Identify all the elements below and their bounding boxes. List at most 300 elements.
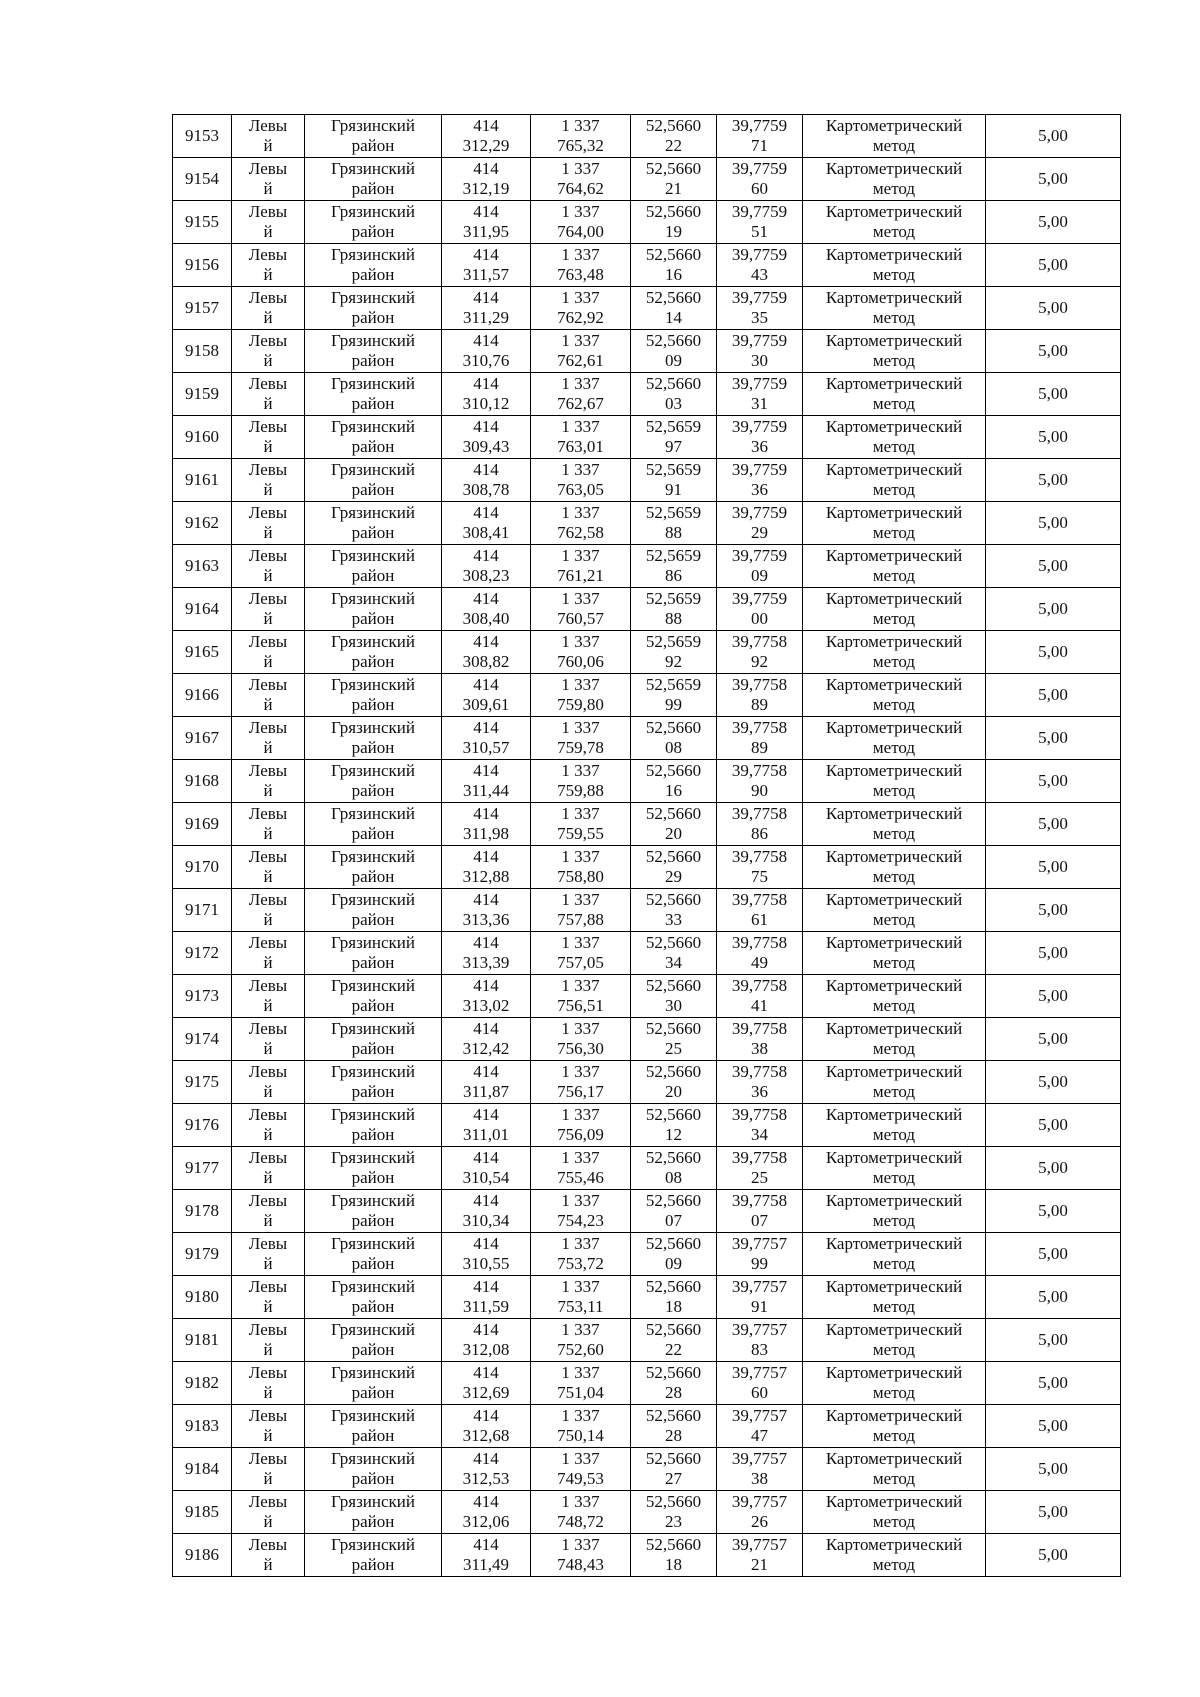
point-number-cell: 9164: [173, 588, 232, 631]
latitude-cell-line: 52,5660: [645, 718, 702, 737]
method-cell-line: метод: [872, 652, 916, 671]
method-cell: [803, 1405, 986, 1448]
coord-y-cell-line: 759,55: [557, 824, 604, 843]
coord-y-cell: [531, 1405, 631, 1448]
coord-y-cell: [531, 1491, 631, 1534]
coord-y-cell-line: 1 337: [561, 1492, 600, 1511]
point-number-cell: 9180: [173, 1276, 232, 1319]
coord-y-cell-line: 763,48: [557, 265, 604, 284]
coord-x-cell-line: 414: [473, 417, 499, 436]
method-cell-line: Картометрический: [825, 417, 963, 436]
coord-y-cell-line: 1 337: [561, 675, 600, 694]
coord-y-cell-line: 760,57: [557, 609, 604, 628]
coord-y-cell: [531, 1276, 631, 1319]
point-number-cell: 9179: [173, 1233, 232, 1276]
latitude-cell-line: 52,5660: [645, 159, 702, 178]
longitude-cell: [717, 1276, 803, 1319]
longitude-cell: [717, 115, 803, 158]
district-cell-line: район: [351, 1082, 395, 1101]
coord-x-cell-line: 414: [473, 632, 499, 651]
coord-x-cell: [442, 932, 531, 975]
longitude-cell-line: 39,7758: [731, 761, 788, 780]
longitude-cell-line: 25: [751, 1168, 768, 1187]
coord-y-cell-line: 1 337: [561, 202, 600, 221]
district-cell-line: район: [351, 1426, 395, 1445]
latitude-cell-line: 52,5660: [645, 1449, 702, 1468]
longitude-cell: [717, 158, 803, 201]
point-number-cell: 9181: [173, 1319, 232, 1362]
district-cell: [305, 545, 442, 588]
coord-y-cell-line: 762,58: [557, 523, 604, 542]
side-cell-line: й: [263, 1125, 273, 1144]
district-cell: [305, 932, 442, 975]
latitude-cell-line: 22: [665, 136, 682, 155]
latitude-cell: [631, 416, 717, 459]
longitude-cell: [717, 373, 803, 416]
longitude-cell-line: 47: [751, 1426, 768, 1445]
coord-y-cell-line: 762,61: [557, 351, 604, 370]
longitude-cell-line: 39,7758: [731, 933, 788, 952]
side-cell: [232, 1362, 305, 1405]
coord-y-cell-line: 757,88: [557, 910, 604, 929]
longitude-cell: [717, 717, 803, 760]
longitude-cell: [717, 1018, 803, 1061]
latitude-cell-line: 34: [665, 953, 682, 972]
coord-y-cell-line: 748,43: [557, 1555, 604, 1574]
district-cell-line: Грязинский: [331, 1234, 415, 1253]
point-number-cell: 9174: [173, 1018, 232, 1061]
side-cell-line: й: [263, 1168, 273, 1187]
side-cell-line: й: [263, 1426, 273, 1445]
side-cell-line: Левы: [248, 1148, 288, 1167]
accuracy-cell: 5,00: [986, 1233, 1121, 1276]
latitude-cell-line: 52,5660: [645, 245, 702, 264]
district-cell-line: район: [351, 738, 395, 757]
latitude-cell: [631, 1534, 717, 1577]
method-cell-line: метод: [872, 910, 916, 929]
coord-x-cell: [442, 631, 531, 674]
coord-y-cell: [531, 244, 631, 287]
coord-x-cell-line: 312,42: [462, 1039, 510, 1058]
longitude-cell-line: 21: [751, 1555, 768, 1574]
coord-x-cell-line: 414: [473, 546, 499, 565]
coord-x-cell-line: 312,19: [462, 179, 510, 198]
coord-y-cell: [531, 760, 631, 803]
coord-x-cell: [442, 1448, 531, 1491]
district-cell: [305, 760, 442, 803]
district-cell: [305, 846, 442, 889]
method-cell: [803, 1534, 986, 1577]
coord-y-cell-line: 759,78: [557, 738, 604, 757]
district-cell: [305, 287, 442, 330]
latitude-cell-line: 52,5660: [645, 1105, 702, 1124]
side-cell-line: Левы: [248, 202, 288, 221]
district-cell: [305, 1491, 442, 1534]
method-cell: [803, 803, 986, 846]
side-cell: [232, 502, 305, 545]
coord-y-cell-line: 756,09: [557, 1125, 604, 1144]
latitude-cell-line: 52,5660: [645, 288, 702, 307]
method-cell-line: метод: [872, 738, 916, 757]
table-row: [173, 1018, 1121, 1061]
coord-y-cell: [531, 373, 631, 416]
side-cell: [232, 1405, 305, 1448]
side-cell-line: й: [263, 695, 273, 714]
side-cell: [232, 932, 305, 975]
side-cell: [232, 1534, 305, 1577]
table-row: [173, 1190, 1121, 1233]
longitude-cell-line: 39,7759: [731, 116, 788, 135]
table-row: [173, 631, 1121, 674]
method-cell: [803, 416, 986, 459]
method-cell-line: метод: [872, 1512, 916, 1531]
accuracy-cell: 5,00: [986, 416, 1121, 459]
side-cell-line: й: [263, 1512, 273, 1531]
side-cell-line: Левы: [248, 503, 288, 522]
method-cell: [803, 1147, 986, 1190]
longitude-cell-line: 39,7758: [731, 718, 788, 737]
method-cell-line: Картометрический: [825, 1191, 963, 1210]
table-row: [173, 115, 1121, 158]
district-cell: [305, 502, 442, 545]
coord-y-cell: [531, 889, 631, 932]
coord-y-cell-line: 760,06: [557, 652, 604, 671]
point-number-cell: 9169: [173, 803, 232, 846]
district-cell-line: район: [351, 1297, 395, 1316]
latitude-cell: [631, 1319, 717, 1362]
coord-x-cell-line: 414: [473, 933, 499, 952]
longitude-cell-line: 99: [751, 1254, 768, 1273]
method-cell: [803, 287, 986, 330]
side-cell-line: Левы: [248, 159, 288, 178]
accuracy-cell: 5,00: [986, 1405, 1121, 1448]
accuracy-cell: 5,00: [986, 1534, 1121, 1577]
coord-x-cell-line: 414: [473, 1062, 499, 1081]
point-number-cell: 9184: [173, 1448, 232, 1491]
coord-x-cell-line: 414: [473, 847, 499, 866]
district-cell-line: район: [351, 910, 395, 929]
coord-x-cell: [442, 1190, 531, 1233]
latitude-cell-line: 52,5660: [645, 202, 702, 221]
method-cell-line: метод: [872, 1168, 916, 1187]
coord-x-cell: [442, 416, 531, 459]
district-cell: [305, 330, 442, 373]
coord-y-cell-line: 1 337: [561, 116, 600, 135]
coord-x-cell-line: 414: [473, 159, 499, 178]
point-number-cell: 9156: [173, 244, 232, 287]
latitude-cell: [631, 803, 717, 846]
side-cell-line: Левы: [248, 331, 288, 350]
latitude-cell: [631, 1362, 717, 1405]
coord-y-cell-line: 1 337: [561, 1406, 600, 1425]
method-cell: [803, 1061, 986, 1104]
latitude-cell-line: 52,5659: [645, 460, 702, 479]
side-cell-line: й: [263, 953, 273, 972]
method-cell: [803, 631, 986, 674]
coord-x-cell-line: 414: [473, 1320, 499, 1339]
side-cell-line: й: [263, 308, 273, 327]
district-cell-line: Грязинский: [331, 1320, 415, 1339]
point-number-cell: 9160: [173, 416, 232, 459]
coord-x-cell: [442, 158, 531, 201]
coord-y-cell: [531, 459, 631, 502]
longitude-cell-line: 36: [751, 437, 768, 456]
coord-x-cell-line: 414: [473, 1449, 499, 1468]
longitude-cell: [717, 803, 803, 846]
longitude-cell-line: 00: [751, 609, 768, 628]
district-cell-line: Грязинский: [331, 1449, 415, 1468]
longitude-cell-line: 91: [751, 1297, 768, 1316]
method-cell: [803, 889, 986, 932]
longitude-cell-line: 39,7758: [731, 1062, 788, 1081]
longitude-cell: [717, 1405, 803, 1448]
longitude-cell: [717, 975, 803, 1018]
method-cell-line: Картометрический: [825, 1062, 963, 1081]
latitude-cell-line: 97: [665, 437, 682, 456]
longitude-cell: [717, 1362, 803, 1405]
longitude-cell-line: 39,7758: [731, 890, 788, 909]
district-cell: [305, 416, 442, 459]
coord-x-cell: [442, 244, 531, 287]
side-cell-line: й: [263, 1340, 273, 1359]
coord-y-cell: [531, 115, 631, 158]
longitude-cell-line: 39,7757: [731, 1535, 788, 1554]
longitude-cell-line: 39,7759: [731, 245, 788, 264]
longitude-cell-line: 39,7758: [731, 847, 788, 866]
side-cell-line: й: [263, 1555, 273, 1574]
side-cell-line: й: [263, 1039, 273, 1058]
side-cell: [232, 287, 305, 330]
side-cell: [232, 846, 305, 889]
coord-x-cell-line: 414: [473, 589, 499, 608]
method-cell-line: Картометрический: [825, 1535, 963, 1554]
longitude-cell-line: 39,7758: [731, 1019, 788, 1038]
coord-x-cell-line: 310,57: [462, 738, 510, 757]
side-cell-line: Левы: [248, 546, 288, 565]
side-cell-line: Левы: [248, 1277, 288, 1296]
coord-x-cell-line: 308,23: [462, 566, 510, 585]
coord-x-cell-line: 414: [473, 1492, 499, 1511]
table-row: [173, 717, 1121, 760]
side-cell-line: Левы: [248, 417, 288, 436]
method-cell: [803, 1233, 986, 1276]
method-cell: [803, 760, 986, 803]
latitude-cell: [631, 287, 717, 330]
coord-y-cell-line: 761,21: [557, 566, 604, 585]
method-cell: [803, 1319, 986, 1362]
district-cell-line: Грязинский: [331, 245, 415, 264]
coord-x-cell-line: 414: [473, 718, 499, 737]
method-cell-line: Картометрический: [825, 116, 963, 135]
district-cell-line: Грязинский: [331, 632, 415, 651]
latitude-cell: [631, 502, 717, 545]
latitude-cell-line: 27: [665, 1469, 682, 1488]
side-cell-line: й: [263, 437, 273, 456]
accuracy-cell: 5,00: [986, 1104, 1121, 1147]
latitude-cell: [631, 115, 717, 158]
coord-y-cell: [531, 1362, 631, 1405]
method-cell-line: Картометрический: [825, 632, 963, 651]
method-cell: [803, 459, 986, 502]
latitude-cell-line: 99: [665, 695, 682, 714]
latitude-cell-line: 22: [665, 1340, 682, 1359]
coord-x-cell-line: 312,29: [462, 136, 510, 155]
coord-y-cell: [531, 1061, 631, 1104]
coord-y-cell-line: 759,88: [557, 781, 604, 800]
coord-y-cell-line: 758,80: [557, 867, 604, 886]
district-cell: [305, 1018, 442, 1061]
coord-y-cell: [531, 631, 631, 674]
latitude-cell-line: 12: [665, 1125, 682, 1144]
latitude-cell-line: 88: [665, 609, 682, 628]
accuracy-cell: 5,00: [986, 1319, 1121, 1362]
table-row: [173, 1362, 1121, 1405]
point-number-cell: 9186: [173, 1534, 232, 1577]
district-cell-line: Грязинский: [331, 1535, 415, 1554]
side-cell-line: Левы: [248, 976, 288, 995]
longitude-cell: [717, 1061, 803, 1104]
method-cell: [803, 201, 986, 244]
side-cell: [232, 244, 305, 287]
side-cell: [232, 545, 305, 588]
longitude-cell-line: 36: [751, 480, 768, 499]
coord-x-cell: [442, 889, 531, 932]
table-row: [173, 889, 1121, 932]
method-cell: [803, 1190, 986, 1233]
district-cell-line: район: [351, 1469, 395, 1488]
district-cell: [305, 1448, 442, 1491]
side-cell-line: й: [263, 1297, 273, 1316]
coord-x-cell-line: 310,34: [462, 1211, 510, 1230]
district-cell-line: Грязинский: [331, 1105, 415, 1124]
coord-y-cell: [531, 201, 631, 244]
side-cell: [232, 760, 305, 803]
point-number-cell: 9183: [173, 1405, 232, 1448]
side-cell-line: й: [263, 566, 273, 585]
district-cell-line: район: [351, 824, 395, 843]
longitude-cell: [717, 1233, 803, 1276]
district-cell-line: район: [351, 1211, 395, 1230]
accuracy-cell: 5,00: [986, 889, 1121, 932]
latitude-cell: [631, 244, 717, 287]
side-cell: [232, 201, 305, 244]
method-cell-line: Картометрический: [825, 374, 963, 393]
method-cell-line: Картометрический: [825, 1492, 963, 1511]
district-cell-line: Грязинский: [331, 460, 415, 479]
latitude-cell-line: 52,5660: [645, 1363, 702, 1382]
longitude-cell-line: 61: [751, 910, 768, 929]
district-cell-line: Грязинский: [331, 1191, 415, 1210]
point-number-cell: 9161: [173, 459, 232, 502]
coord-y-cell-line: 1 337: [561, 331, 600, 350]
coord-x-cell: [442, 201, 531, 244]
coord-x-cell-line: 312,69: [462, 1383, 510, 1402]
coord-x-cell-line: 414: [473, 675, 499, 694]
method-cell-line: метод: [872, 1340, 916, 1359]
longitude-cell-line: 75: [751, 867, 768, 886]
method-cell-line: метод: [872, 1211, 916, 1230]
latitude-cell-line: 09: [665, 351, 682, 370]
latitude-cell-line: 52,5660: [645, 1535, 702, 1554]
latitude-cell-line: 29: [665, 867, 682, 886]
table-row: [173, 244, 1121, 287]
point-number-cell: 9153: [173, 115, 232, 158]
accuracy-cell: 5,00: [986, 588, 1121, 631]
latitude-cell: [631, 588, 717, 631]
side-cell-line: й: [263, 523, 273, 542]
side-cell: [232, 1233, 305, 1276]
accuracy-cell: 5,00: [986, 158, 1121, 201]
longitude-cell: [717, 760, 803, 803]
coord-x-cell-line: 312,88: [462, 867, 510, 886]
district-cell: [305, 244, 442, 287]
coord-x-cell-line: 310,55: [462, 1254, 510, 1273]
coord-y-cell-line: 1 337: [561, 890, 600, 909]
latitude-cell-line: 09: [665, 1254, 682, 1273]
coord-x-cell-line: 414: [473, 1277, 499, 1296]
side-cell: [232, 1147, 305, 1190]
side-cell-line: Левы: [248, 245, 288, 264]
coord-x-cell: [442, 975, 531, 1018]
latitude-cell-line: 08: [665, 738, 682, 757]
method-cell-line: Картометрический: [825, 718, 963, 737]
side-cell-line: Левы: [248, 718, 288, 737]
coord-x-cell-line: 311,57: [462, 265, 510, 284]
coord-x-cell: [442, 459, 531, 502]
table-row: [173, 1061, 1121, 1104]
side-cell-line: Левы: [248, 1535, 288, 1554]
side-cell: [232, 717, 305, 760]
coord-y-cell: [531, 1319, 631, 1362]
coord-y-cell-line: 749,53: [557, 1469, 604, 1488]
district-cell: [305, 201, 442, 244]
latitude-cell-line: 52,5659: [645, 417, 702, 436]
coord-x-cell: [442, 1276, 531, 1319]
coord-x-cell-line: 414: [473, 202, 499, 221]
district-cell: [305, 1061, 442, 1104]
district-cell-line: Грязинский: [331, 503, 415, 522]
coord-x-cell-line: 414: [473, 1105, 499, 1124]
longitude-cell-line: 30: [751, 351, 768, 370]
side-cell-line: Левы: [248, 1019, 288, 1038]
side-cell-line: Левы: [248, 589, 288, 608]
coord-x-cell-line: 313,36: [462, 910, 510, 929]
side-cell-line: й: [263, 738, 273, 757]
coord-x-cell-line: 311,49: [462, 1555, 510, 1574]
coord-x-cell-line: 414: [473, 1363, 499, 1382]
latitude-cell-line: 92: [665, 652, 682, 671]
method-cell: [803, 846, 986, 889]
coord-y-cell-line: 1 337: [561, 589, 600, 608]
latitude-cell: [631, 889, 717, 932]
latitude-cell-line: 86: [665, 566, 682, 585]
side-cell-line: й: [263, 1469, 273, 1488]
district-cell: [305, 975, 442, 1018]
latitude-cell: [631, 330, 717, 373]
accuracy-cell: 5,00: [986, 803, 1121, 846]
latitude-cell-line: 52,5660: [645, 804, 702, 823]
method-cell: [803, 1104, 986, 1147]
coord-x-cell-line: 312,06: [462, 1512, 510, 1531]
coord-y-cell: [531, 674, 631, 717]
method-cell-line: метод: [872, 953, 916, 972]
coord-x-cell: [442, 588, 531, 631]
method-cell-line: Картометрический: [825, 288, 963, 307]
district-cell: [305, 631, 442, 674]
latitude-cell: [631, 1276, 717, 1319]
longitude-cell: [717, 201, 803, 244]
district-cell-line: Грязинский: [331, 1492, 415, 1511]
